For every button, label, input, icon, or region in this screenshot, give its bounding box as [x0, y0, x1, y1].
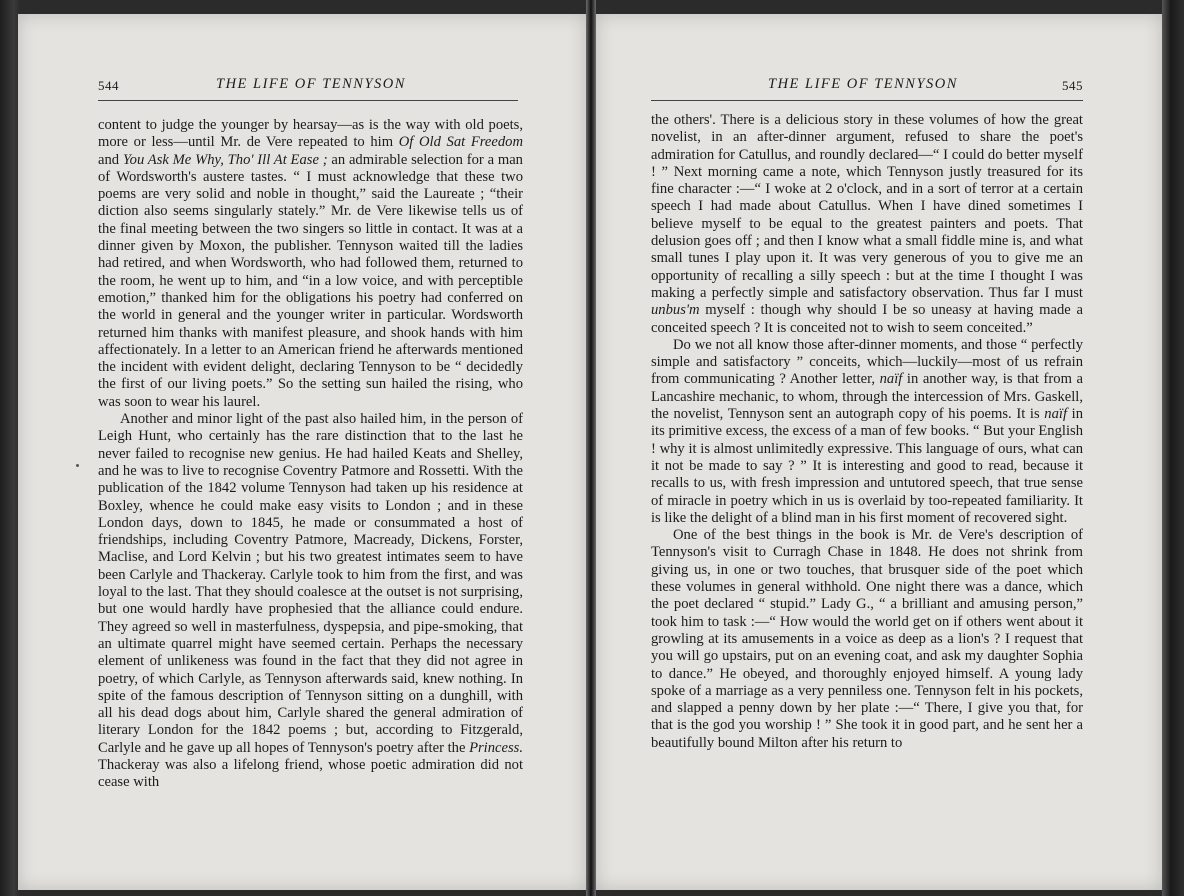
right-page: [596, 14, 1162, 890]
running-title: THE LIFE OF TENNYSON: [768, 76, 958, 92]
italic-text: You Ask Me Why, Tho' Ill At Ease ;: [122, 151, 328, 168]
text-run: content to judge the younger by hearsay—as is the way with old poets, more or less—until Mr. de Vere repeated to him: [98, 117, 523, 151]
running-head: [651, 76, 1083, 101]
page-edge: [1162, 0, 1184, 896]
paragraph: [98, 117, 523, 411]
text-run: Do we not all know those after-dinner moments, and those “ perfectly simple and satisfactory ” conceits, which—luckily—most of us refrain from communicating ? Another letter,: [651, 336, 1083, 388]
text-run: Another and minor light of the past also hailed him, in the person of Leigh Hunt, who certainly has the rare distinction that to the last he never failed to recognise new genius. He had hailed Keats and Shelley, and he was to live to recognise Coventry Patmore and Rossetti. With the publication of the 1842 volume Tennyson had taken up his residence at Boxley, whence he could make easy visits to London ; and in these London days, down to 1845, he made or consummated a host of friendships, including Coventry Patmore, Macready, Dickens, Forster, Maclise, and Lord Kelvin ; but his two greatest intimates seem to have been Carlyle and Thackeray. Carlyle took to him from the first, and was loyal to the last. That they should coalesce at the outset is not surprising, but one would hardly have prophesied that the alliance could endure. They agreed so well in masterfulness, dyspepsia, and pipe-smoking, that an ultimate quarrel might have seemed certain. Perhaps the necessary element of unlikeness was found in the fact that they did not agree in poetry, of which Carlyle, as Tennyson afterwards said, knew nothing. In spite of the famous description of Tennyson sitting on a dunghill, with all his dead dogs about him, Carlyle shared the general admiration of literary London for the 1842 poems ; but, according to Fitzgerald, Carlyle and he gave up all hopes of Tennyson's poetry after the: [98, 411, 523, 756]
paragraph: [98, 411, 523, 792]
paragraph: [651, 337, 1083, 527]
body-text: [651, 112, 1083, 752]
page-speck: [76, 464, 79, 467]
left-page: [18, 14, 586, 890]
running-head: [98, 76, 518, 101]
page-number: 544: [98, 78, 119, 93]
italic-text: naïf: [879, 371, 903, 388]
book-gutter: [586, 0, 596, 896]
paragraph: [651, 112, 1083, 337]
paragraph: [651, 527, 1083, 752]
italic-text: unbus'm: [651, 302, 700, 319]
running-title: THE LIFE OF TENNYSON: [216, 76, 406, 92]
italic-text: Of Old Sat Freedom: [398, 134, 524, 151]
italic-text: Princess.: [469, 739, 523, 756]
text-run: myself : though why should I be so uneasy at having made a conceited speech ? It is conceited not to wish to seem conceited.”: [651, 302, 1083, 336]
text-run: One of the best things in the book is Mr. de Vere's description of Tennyson's visit to Curragh Chase in 1848. He does not shrink from giving us, in one or two touches, that brusquer side of the poet which these volumes in general withhold. One night there was a dance, which the poet declared “ stupid.” Lady G., “ a brilliant and amusing person,” took him to task :—“ How would the world get on if others went about it growling at its amusements in a voice as deep as a lion's ? I request that you will go upstairs, put on an evening coat, and ask my daughter Sophia to dance.” He obeyed, and thoroughly enjoyed himself. A young lady spoke of a marriage as a very penniless one. Tennyson felt in his pockets, and slapped a penny down by her plate :—“ There, I give you that, for that is the god you worship ! ” She took it in good part, and he sent her a beautifully bound Milton after his return to: [651, 527, 1083, 751]
text-run: Thackeray was also a lifelong friend, whose poetic admiration did not cease with: [98, 756, 523, 791]
body-text: [98, 117, 523, 792]
text-run: an admirable selection for a man of Wordsworth's austere tastes. “ I must acknowledge that these two poems are very solid and noble in thought,” said the Laureate ; “their diction also seems singularly stately.” Mr. de Vere likewise tells us of the final meeting between the two singers so little in contact. It was at a dinner given by Moxon, the publisher. Tennyson waited till the ladies had retired, and when Wordsworth, who had followed them, returned to the room, he went up to him, and “in a low voice, and with perceptible emotion,” thanked him for the obligations his poetry had conferred on the world in general and the younger writer in particular. Wordsworth returned him thanks with manifest pleasure, and shook hands with him affectionately. In a letter to an American friend he afterwards mentioned the incident with evident delight, declaring Tennyson to be “ decidedly the first of our living poets.” So the setting sun hailed the rising, who was soon to wear his laurel.: [98, 151, 523, 410]
text-run: the others'. There is a delicious story in these volumes of how the great novelist, in an after-dinner argument, refused to share the poet's admiration for Catullus, and roundly declared—“ I could do better myself ! ” Next morning came a note, which Tennyson justly treasured for its fine character :—“ I woke at 2 o'clock, and in a sort of terror at a certain speech I had made about Catullus. When I have dined sometimes I believe myself to be equal to the greatest painters and poets. That delusion goes off ; and then I know what a small fiddle mine is, and what small tunes I play upon it. It was very generous of you to give me an opportunity of recalling a silly speech : but at the time I thought I was making a perfectly simple and satisfactory observation. Thus far I must: [651, 112, 1083, 301]
text-run: in its primitive excess, the excess of a man of few books. “ But your English ! why it is almost unlimitedly expressive. This language of ours, what can it not be made to say ? ” It is interesting and good to read, because it recalls to us, with fresh impression and untutored speech, that true sense of miracle in poetry which in us is overlaid by too-repeated familiarity. It is like the delight of a blind man in his first moment of recovered sight.: [651, 406, 1083, 526]
text-run: and: [98, 151, 123, 168]
text-run: in another way, is that from a Lancashire mechanic, to whom, through the intercession of Mrs. Gaskell, the novelist, Tennyson sent an autograph copy of his poems. It is: [651, 371, 1083, 423]
italic-text: naïf: [1044, 406, 1067, 423]
page-number: 545: [1062, 78, 1083, 93]
